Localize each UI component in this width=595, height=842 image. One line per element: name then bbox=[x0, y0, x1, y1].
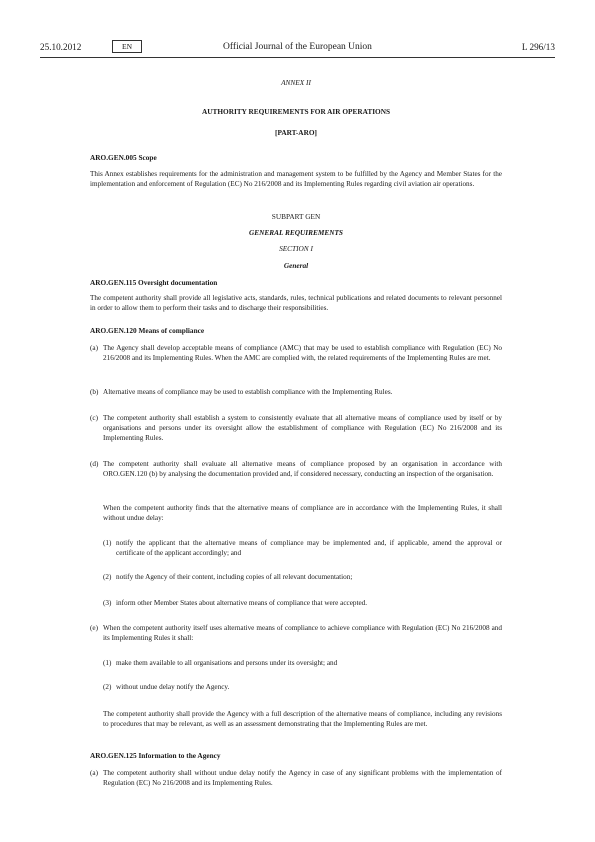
section-heading-gen005: ARO.GEN.005 Scope bbox=[90, 153, 157, 162]
list-label: (1) bbox=[103, 539, 112, 547]
annex-part: [PART-ARO] bbox=[275, 128, 317, 137]
list-item-gen120-e2 bbox=[103, 682, 502, 692]
list-item-gen120-a bbox=[90, 343, 502, 363]
annex-title: ANNEX II bbox=[281, 78, 311, 87]
header-divider bbox=[40, 57, 555, 58]
list-label: (3) bbox=[103, 599, 112, 607]
page-header bbox=[40, 40, 555, 56]
section-number: SECTION I bbox=[279, 244, 313, 253]
paragraph-gen120-e: The competent authority shall provide the Agency with a full description of the alternative means of compliance, including any revisions to procedures that may be relevant, as well as an assessment demonstrating that the Implementing Rules are met. bbox=[103, 710, 502, 728]
list-text: without undue delay notify the Agency. bbox=[116, 683, 230, 691]
list-item-gen120-c bbox=[90, 413, 502, 443]
section-heading-gen125: ARO.GEN.125 Information to the Agency bbox=[90, 751, 221, 760]
list-item-gen120-e bbox=[90, 623, 502, 643]
list-text: The competent authority shall without undue delay notify the Agency in case of any significant problems with the implementation of Regulation (EC) No 216/2008 and its Implementing Rules. bbox=[103, 769, 502, 787]
list-label: (b) bbox=[90, 388, 99, 396]
list-text: The Agency shall develop acceptable means of compliance (AMC) that may be used to establish compliance with Regulation (EC) No 216/2008 and its Implementing Rules. When the AMC are complied with, the related requirements of the Implementing Rules are met. bbox=[103, 344, 502, 362]
list-text: notify the Agency of their content, including copies of all relevant documentation; bbox=[116, 573, 353, 581]
list-item-gen120-e1 bbox=[103, 658, 502, 668]
list-item-gen120-d3 bbox=[103, 598, 502, 608]
list-text: When the competent authority itself uses alternative means of compliance to achieve compliance with Regulation (EC) No 216/2008 and its Implementing Rules it shall: bbox=[103, 624, 502, 642]
list-text: Alternative means of compliance may be used to establish compliance with the Implementing Rules. bbox=[103, 388, 393, 396]
list-label: (d) bbox=[90, 460, 99, 468]
journal-title: Official Journal of the European Union bbox=[223, 42, 372, 52]
list-text: inform other Member States about alternative means of compliance that were accepted. bbox=[116, 599, 368, 607]
paragraph-gen115: The competent authority shall provide all legislative acts, standards, rules, technical publications and related documents to relevant personnel in order to allow them to perform their tasks and to discharge their responsibilities. bbox=[90, 294, 502, 312]
section-heading-gen120: ARO.GEN.120 Means of compliance bbox=[90, 326, 205, 335]
subpart-subtitle: GENERAL REQUIREMENTS bbox=[248, 228, 343, 237]
paragraph-gen005: This Annex establishes requirements for the administration and management system to be fulfilled by the Agency and Member States for the implementation and enforcement of Regulation (EC) No 216/2008 and its Implementing Rules regarding civil aviation air operations. bbox=[90, 170, 502, 188]
language-badge: EN bbox=[112, 40, 142, 53]
paragraph-gen120-d: When the competent authority finds that the alternative means of compliance are in accordance with the Implementing Rules, it shall without undue delay: bbox=[103, 504, 502, 522]
list-label: (a) bbox=[90, 769, 98, 777]
list-item-gen125-a bbox=[90, 768, 502, 788]
list-label: (2) bbox=[103, 573, 112, 581]
list-item-gen120-d bbox=[90, 459, 502, 479]
list-text: make them available to all organisations and persons under its oversight; and bbox=[116, 659, 338, 667]
page-reference: L 296/13 bbox=[521, 42, 555, 52]
list-label: (a) bbox=[90, 344, 98, 352]
publication-date: 25.10.2012 bbox=[40, 42, 82, 52]
list-text: The competent authority shall evaluate all alternative means of compliance proposed by an organisation in accordance with ORO.GEN.120 (b) by analysing the documentation provided and, if considered necessary, conducting an inspection of the organisation. bbox=[103, 460, 502, 478]
subpart-title: SUBPART GEN bbox=[271, 212, 321, 221]
list-label: (2) bbox=[103, 683, 112, 691]
section-title: General bbox=[283, 261, 309, 270]
list-item-gen120-d2 bbox=[103, 572, 502, 582]
list-label: (c) bbox=[90, 414, 98, 422]
section-heading-gen115: ARO.GEN.115 Oversight documentation bbox=[90, 278, 218, 287]
list-item-gen120-b bbox=[90, 387, 502, 397]
list-text: The competent authority shall establish a system to consistently evaluate that all alternative means of compliance used by itself or by organisations and persons under its oversight allow the establishment of compliance with Regulation (EC) No 216/2008 and its Implementing Rules. bbox=[103, 414, 502, 442]
annex-heading: AUTHORITY REQUIREMENTS FOR AIR OPERATIONS bbox=[201, 107, 391, 116]
list-item-gen120-d1 bbox=[103, 538, 502, 558]
list-label: (e) bbox=[90, 624, 98, 632]
list-text: notify the applicant that the alternative means of compliance may be implemented and, if applicable, amend the approval or certificate of the applicant accordingly; and bbox=[116, 539, 502, 557]
list-label: (1) bbox=[103, 659, 112, 667]
